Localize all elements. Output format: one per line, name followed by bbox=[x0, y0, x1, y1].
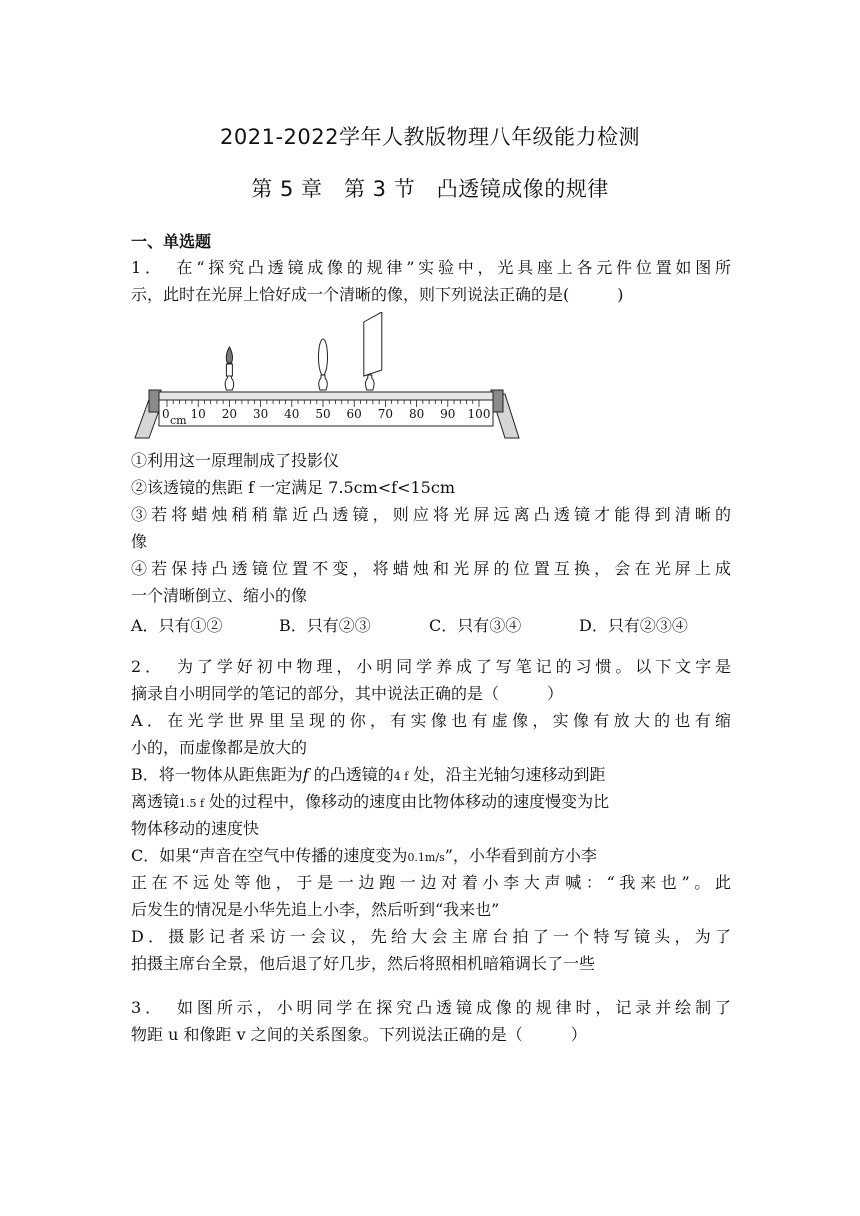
screen-board bbox=[364, 312, 382, 376]
chapter-subtitle: 第 5 章 第 3 节 凸透镜成像的规律 bbox=[251, 177, 609, 201]
q2-b-15f: 1.5 f bbox=[179, 797, 205, 810]
q2-option-b-line-1[interactable] bbox=[131, 765, 731, 787]
light-screen bbox=[364, 312, 382, 390]
q1-statement-4-line-2: 一个清晰倒立、缩小的像 bbox=[131, 586, 308, 605]
q2-c-text-2: ”，小华看到前方小李 bbox=[444, 846, 597, 865]
section-heading: 一、单选题 bbox=[131, 232, 212, 251]
tick-label: 10 bbox=[190, 407, 206, 421]
q1-statement-4-line-1: ④若保持凸透镜位置不变，将蜡烛和光屏的位置互换，会在光屏上成 bbox=[131, 559, 731, 578]
q1-option-b[interactable]: B．只有②③ bbox=[279, 616, 371, 635]
q2-option-d-line-1[interactable]: D．摄影记者采访一会议，先给大会主席台拍了一个特写镜头，为了 bbox=[131, 927, 731, 946]
bench-rail bbox=[159, 392, 493, 400]
q3-stem-line-1: 3． 如图所示，小明同学在探究凸透镜成像的规律时，记录并绘制了 bbox=[131, 998, 731, 1017]
q2-option-b-line-2 bbox=[131, 792, 731, 814]
lens-holder bbox=[319, 375, 328, 390]
q2-b-text-5: 处的过程中，像移动的速度由比物体移动的速度慢变为比 bbox=[204, 792, 610, 811]
q1-statement-3-line-2: 像 bbox=[131, 532, 148, 551]
q1-statement-1: ①利用这一原理制成了投影仪 bbox=[131, 451, 340, 470]
q2-b-text-4: 离透镜 bbox=[131, 792, 180, 811]
q2-option-c-line-2: 正在不远处等他，于是一边跑一边对着小李大声喊：“我来也”。此 bbox=[131, 873, 731, 892]
q3-stem-line-2: 物距 u 和像距 v 之间的关系图象。下列说法正确的是（ ） bbox=[131, 1025, 587, 1044]
convex-lens bbox=[319, 339, 328, 390]
page-title: 2021-2022学年人教版物理八年级能力检测 bbox=[220, 125, 640, 149]
tick-label: 90 bbox=[440, 407, 456, 421]
q1-statement-2: ②该透镜的焦距 f 一定满足 7.5cm<f<15cm bbox=[131, 478, 455, 497]
q2-option-d-line-2: 拍摄主席台全景，他后退了好几步，然后将照相机暗箱调长了一些 bbox=[131, 954, 596, 973]
q2-option-a-line-2: 小的，而虚像都是放大的 bbox=[131, 738, 308, 757]
candle-holder bbox=[225, 375, 234, 390]
screen-holder bbox=[366, 375, 375, 390]
tick-label: 60 bbox=[346, 407, 362, 421]
q2-stem-line-2: 摘录自小明同学的笔记的部分，其中说法正确的是（ ） bbox=[131, 684, 564, 703]
q2-option-b-line-3: 物体移动的速度快 bbox=[131, 819, 260, 838]
q1-stem-line-1: 1． 在“探究凸透镜成像的规律”实验中，光具座上各元件位置如图所 bbox=[131, 258, 731, 277]
candle-body bbox=[226, 364, 232, 376]
q2-option-c-line-1[interactable] bbox=[131, 846, 731, 868]
ruler-unit: cm bbox=[170, 414, 187, 427]
flame bbox=[226, 347, 232, 363]
q2-option-c-line-3: 后发生的情况是小华先追上小李，然后听到“我来也” bbox=[131, 900, 500, 919]
q2-option-a-line-1[interactable]: A．在光学世界里呈现的你，有实像也有虚像，实像有放大的也有缩 bbox=[131, 711, 731, 730]
q1-option-c[interactable]: C．只有③④ bbox=[429, 616, 522, 635]
tick-label: 40 bbox=[284, 407, 300, 421]
q2-b-text-3: 处，沿主光轴匀速移动到距 bbox=[408, 765, 606, 784]
candle bbox=[225, 347, 234, 390]
q2-c-speed: 0.1m/s bbox=[407, 851, 445, 864]
tick-label: 80 bbox=[408, 407, 425, 421]
q1-option-d[interactable]: D．只有②③④ bbox=[579, 616, 688, 635]
tick-label: 50 bbox=[315, 407, 331, 421]
q2-b-4f: 4 f bbox=[393, 770, 409, 783]
lens-body bbox=[319, 339, 328, 375]
q1-stem-line-2: 示，此时在光屏上恰好成一个清晰的像，则下列说法正确的是( ) bbox=[131, 285, 624, 304]
tick-label: 30 bbox=[252, 407, 269, 421]
optical-bench-diagram bbox=[131, 312, 521, 440]
tick-label: 70 bbox=[377, 407, 394, 421]
q2-b-f: f bbox=[302, 765, 309, 784]
q2-b-text-1: B．将一物体从距焦距为 bbox=[131, 765, 303, 784]
tick-label: 0 bbox=[162, 407, 170, 421]
q2-stem-line-1: 2． 为了学好初中物理，小明同学养成了写笔记的习惯。以下文字是 bbox=[131, 657, 731, 676]
q2-b-text-2: 的凸透镜的 bbox=[308, 765, 394, 784]
q1-option-a[interactable]: A．只有①② bbox=[131, 616, 223, 635]
q2-c-text-1: C．如果“声音在空气中传播的速度变为 bbox=[131, 846, 408, 865]
tick-label: 20 bbox=[221, 407, 238, 421]
tick-label: 100 bbox=[467, 407, 491, 421]
q1-statement-3-line-1: ③若将蜡烛稍稍靠近凸透镜，则应将光屏远离凸透镜才能得到清晰的 bbox=[131, 505, 731, 524]
